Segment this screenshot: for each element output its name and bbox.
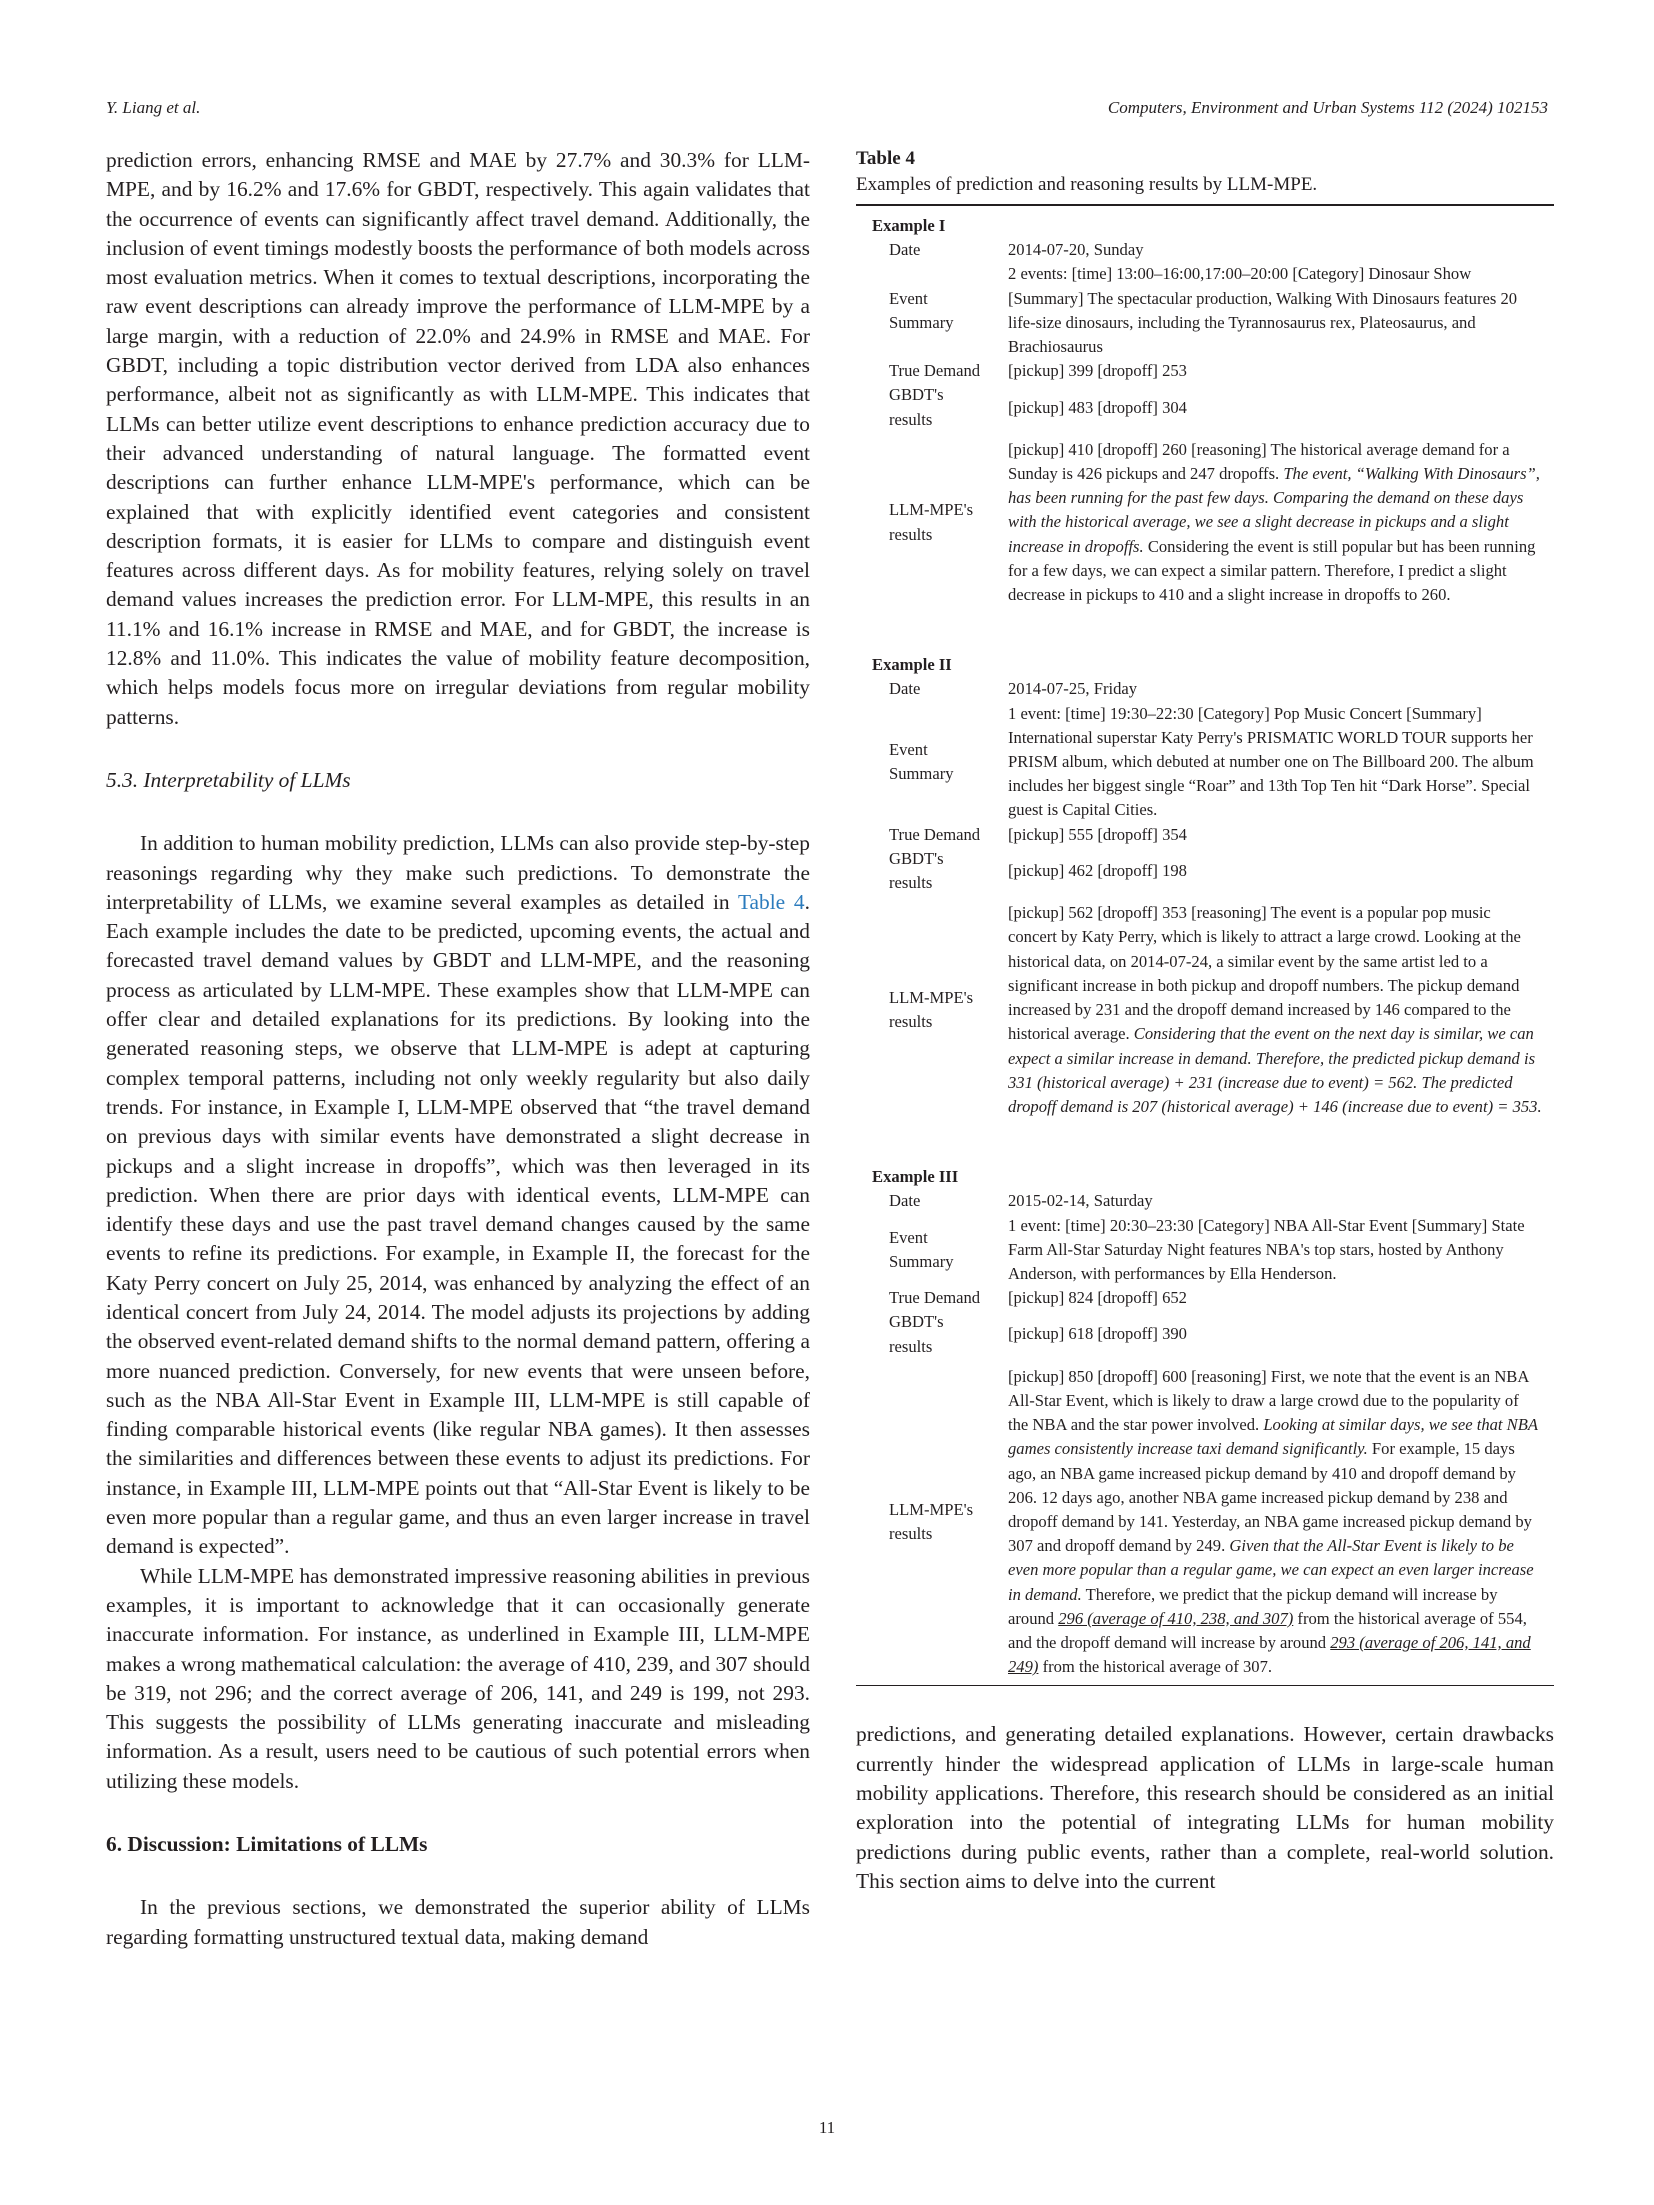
event-summary: 2 events: [time] 13:00–16:00,17:00–20:00 [Category] Dinosaur Show [Summary] The spectacular production, Walking With Dinosaurs features 20 life-size dinosaurs, including the Tyrannosaurus rex, Plateosaurus, and Brachiosaurus <box>1008 264 1518 357</box>
table-top-rule <box>856 204 1554 206</box>
llm-mpe-results: [pickup] 850 [dropoff] 600 [reasoning] First, we note that the event is an NBA All-Star Event, which is likely to draw a large crowd due to the popularity of the NBA and the star power involved. Looking at similar days, we see that NBA games consistently increase taxi demand significantly. For example, 15 days ago, an NBA game increased pickup demand by 410 and dropoff demand by 206. 12 days ago, another NBA game increased pickup demand by 238 and dropoff demand by 141. Yesterday, an NBA game increased pickup demand by 307 and dropoff demand by 249. Given that the All-Star Event is likely to be even more popular than a regular game, we can expect an even larger increase in demand. Therefore, we predict that the pickup demand will increase by around 296 (average of 410, 238, and 307) from the historical average of 554, and the dropoff demand will increase by around 293 (average of 206, 141, and 249) from the historical average of 307. <box>1008 1366 1538 1677</box>
table-title: Table 4 <box>856 148 915 169</box>
right-column <box>856 146 1554 1896</box>
example-3: Example III Date 2015-02-14, Saturday Event Summary 1 event: [time] 20:30–23:30 [Category] NBA All-Star Event [Summary] State Farm All-Star Saturday Night features NBA's top stars, hosted by Anthony Anderson, with performances by Ella Henderson. True Demand [pickup] 824 [dropoff] 652 GBDT's results [pickup] 618 [dropoff] 390 LLM-MPE's results [pickup] 850 [dropoff] 600 [reasoning] First, we note that the event is an NBA All-Star Event, which is likely to draw a large crowd due to the popularity of the NBA and the star power involved. Looking at similar days, we see that NBA games consistently increase taxi demand significantly. For example, 15 days ago, an NBA game increased pickup demand by 410 and dropoff demand by 206. 12 days ago, another NBA game increased pickup demand by 238 and dropoff demand by 141. Yesterday, an NBA game increased pickup demand by 307 and dropoff demand by 249. Given that the All-Star Event is likely to be even more popular than a regular game, we can expect an even larger increase in demand. Therefore, we predict that the pickup demand will increase by around 296 (average of 410, 238, and 307) from the historical average of 554, and the dropoff demand will increase by around 293 (average of 206, 141, and 249) from the historical average of 307. <box>856 1165 1554 1679</box>
running-header-author: Y. Liang et al. <box>106 98 201 117</box>
running-header-journal: Computers, Environment and Urban Systems 112 (2024) 102153 <box>1107 98 1548 117</box>
example-heading: Example II <box>872 655 952 675</box>
left-column <box>106 146 810 1952</box>
paragraph: predictions, and generating detailed explanations. However, certain drawbacks currently hinder the widespread application of LLMs in large-scale human mobility applications. Therefore, this research should be considered as an initial exploration into the potential of integrating LLMs for human mobility predictions during public events, rather than a complete, real-world solution. This section aims to delve into the current <box>856 1722 1554 1893</box>
underlined-error: 296 (average of 410, 238, and 307) <box>1058 1608 1294 1628</box>
gbdt-results: [pickup] 483 [dropoff] 304 <box>1008 397 1187 417</box>
paragraph: While LLM-MPE has demonstrated impressive reasoning abilities in previous examples, it is important to acknowledge that it can occasionally generate inaccurate information. For instance, as underlined in Example III, LLM-MPE makes a wrong mathematical calculation: the average of 410, 239, and 307 should be 319, not 296; and the correct average of 206, 141, and 249 is 199, not 293. This suggests the possibility of LLMs generating inaccurate and misleading information. As a result, users need to be cautious of such potential errors when utilizing these models. <box>106 1563 810 1793</box>
right-column-body <box>856 1720 1554 1896</box>
section-heading-5-3: 5.3. Interpretability of LLMs <box>106 767 351 792</box>
example-heading: Example III <box>872 1167 959 1187</box>
paragraph: In the previous sections, we demonstrated the superior ability of LLMs regarding formatting unstructured textual data, making demand <box>106 1895 810 1949</box>
section-heading-6: 6. Discussion: Limitations of LLMs <box>106 1832 428 1857</box>
llm-mpe-results: [pickup] 410 [dropoff] 260 [reasoning] The historical average demand for a Sunday is 426 pickups and 247 dropoffs. The event, “Walking With Dinosaurs”, has been running for the past few days. Comparing the demand on these days with the historical average, we see a slight decrease in pickups and a slight increase in dropoffs. Considering the event is still popular but has been running for a few days, we can expect a similar pattern. Therefore, I predict a slight decrease in pickups to 410 and a slight increase in dropoffs to 260. <box>1008 439 1540 605</box>
llm-mpe-results: [pickup] 562 [dropoff] 353 [reasoning] The event is a popular pop music concert by Katy Perry, which is likely to attract a large crowd. Looking at the historical data, on 2014-07-24, a similar event by the same artist led to a significant increase in both pickup and dropoff numbers. The pickup demand increased by 231 and the dropoff demand increased by 146 compared to the historical average. Considering that the event on the next day is similar, we can expect a similar increase in demand. Therefore, the predicted pickup demand is 331 (historical average) + 231 (increase due to event) = 562. The predicted dropoff demand is 207 (historical average) + 146 (increase due to event) = 353. <box>1008 903 1542 1116</box>
example-date: 2014-07-20, Sunday <box>1008 240 1144 260</box>
event-summary: 1 event: [time] 19:30–22:30 [Category] Pop Music Concert [Summary] International superstar Katy Perry's PRISMATIC WORLD TOUR supports her PRISM album, which debuted at number one on The Billboard 200. The album includes her biggest single “Roar” and 13th Top Ten hit “Dark Horse”. Special guest is Capital Cities. <box>1008 703 1534 820</box>
page-number: 11 <box>818 2118 836 2137</box>
example-2: Example II Date 2014-07-25, Friday Event Summary 1 event: [time] 19:30–22:30 [Category] Pop Music Concert [Summary] International superstar Katy Perry's PRISMATIC WORLD TOUR supports her PRISM album, which debuted at number one on The Billboard 200. The album includes her biggest single “Roar” and 13th Top Ten hit “Dark Horse”. Special guest is Capital Cities. True Demand [pickup] 555 [dropoff] 354 GBDT's results [pickup] 462 [dropoff] 198 LLM-MPE's results [pickup] 562 [dropoff] 353 [reasoning] The event is a popular pop music concert by Katy Perry, which is likely to attract a large crowd. Looking at the historical data, on 2014-07-24, a similar event by the same artist led to a significant increase in both pickup and dropoff numbers. The pickup demand increased by 231 and the dropoff demand increased by 146 compared to the historical average. Considering that the event on the next day is similar, we can expect a similar increase in demand. Therefore, the predicted pickup demand is 331 (historical average) + 231 (increase due to event) = 562. The predicted dropoff demand is 207 (historical average) + 146 (increase due to event) = 353. <box>856 653 1554 1119</box>
gbdt-results: [pickup] 462 [dropoff] 198 <box>1008 860 1187 880</box>
table-caption: Examples of prediction and reasoning results by LLM-MPE. <box>856 174 1318 195</box>
example-heading: Example I <box>872 216 946 235</box>
paragraph: prediction errors, enhancing RMSE and MAE by 27.7% and 30.3% for LLM-MPE, and by 16.2% and 17.6% for GBDT, respectively. This again validates that the occurrence of events can significantly affect travel demand. Additionally, the inclusion of event timings modestly boosts the performance of both models across most evaluation metrics. When it comes to textual descriptions, incorporating the raw event descriptions can already improve the performance of LLM-MPE by a large margin, with a reduction of 22.0% and 24.9% in RMSE and MAE. For GBDT, including a topic distribution vector derived from LDA also enhances performance, albeit not as significantly as with LLM-MPE. This indicates that LLMs can better utilize event descriptions to enhance prediction accuracy due to their advanced understanding of natural language. The formatted event descriptions can further enhance LLM-MPE's performance, which can be explained that with explicitly identified event categories and consistent description formats, it is easier for LLMs to compare and distinguish event features across different days. As for mobility features, relying solely on travel demand values increases the prediction error. For LLM-MPE, this results in an 11.1% and 16.1% increase in RMSE and MAE, and for GBDT, the increase is 12.8% and 11.0%. This indicates the value of mobility feature decomposition, which helps models focus more on irregular deviations from regular mobility patterns. <box>106 148 810 729</box>
gbdt-results: [pickup] 618 [dropoff] 390 <box>1008 1324 1187 1344</box>
paragraph: In addition to human mobility prediction, LLMs can also provide step-by-step reasonings regarding why they make such predictions. To demonstrate the interpretability of LLMs, we examine several examples as detailed in Table 4. Each example includes the date to be predicted, upcoming events, the actual and forecasted travel demand values by GBDT and LLM-MPE, and the reasoning process as articulated by LLM-MPE. These examples show that LLM-MPE can offer clear and detailed explanations for its predictions. By looking into the generated reasoning steps, we observe that LLM-MPE is adept at capturing complex temporal patterns, including not only weekly regularity but also daily trends. For instance, in Example I, LLM-MPE observed that “the travel demand on previous days with similar events have demonstrated a slight decrease in pickups and a slight increase in dropoffs”, which was then leveraged in its prediction. When there are prior days with identical events, LLM-MPE can identify these days and use the past travel demand changes caused by the same events to refine its predictions. For example, in Example II, the forecast for the Katy Perry concert on July 25, 2014, was enhanced by analyzing the effect of an identical concert from July 24, 2014. The model adjusts its projections by adding the observed event-related demand shifts to the normal demand pattern, offering a more nuanced prediction. Conversely, for new events that were unseen before, such as the NBA All-Star Event in Example III, LLM-MPE is still capable of finding comparable historical events (like regular NBA games). It then assesses the similarities and differences between these events to adjust its predictions. For instance, in Example III, LLM-MPE points out that “All-Star Event is likely to be even more popular than a regular game, and thus an even larger increase in travel demand is expected”. <box>106 831 810 1559</box>
table-bottom-rule <box>856 1685 1554 1686</box>
example-1: Example I Date 2014-07-20, Sunday Event Summary 2 events: [time] 13:00–16:00,17:00–20:00 [Category] Dinosaur Show [Summary] The spectacular production, Walking With Dinosaurs features 20 life-size dinosaurs, including the Tyrannosaurus rex, Plateosaurus, and Brachiosaurus True Demand [pickup] 399 [dropoff] 253 GBDT's results [pickup] 483 [dropoff] 304 LLM-MPE's results [pickup] 410 [dropoff] 260 [reasoning] The historical average demand for a Sunday is 426 pickups and 247 dropoffs. The event, “Walking With Dinosaurs”, has been running for the past few days. Comparing the demand on these days with the historical average, we see a slight decrease in pickups and a slight increase in dropoffs. Considering the event is still popular but has been running for a few days, we can expect a similar pattern. Therefore, I predict a slight decrease in pickups to 410 and a slight increase in dropoffs to 260. <box>856 214 1554 607</box>
true-demand: [pickup] 824 [dropoff] 652 <box>1008 1288 1187 1308</box>
true-demand: [pickup] 399 [dropoff] 253 <box>1008 361 1187 381</box>
true-demand: [pickup] 555 [dropoff] 354 <box>1008 824 1187 844</box>
table-4-link[interactable]: Table 4 <box>737 889 805 914</box>
underlined-error: 293 (average of 206, 141, and 249) <box>1008 1632 1531 1677</box>
example-date: 2014-07-25, Friday <box>1008 679 1138 699</box>
event-summary: 1 event: [time] 20:30–23:30 [Category] NBA All-Star Event [Summary] State Farm All-Star Saturday Night features NBA's top stars, hosted by Anthony Anderson, with performances by Ella Henderson. <box>1008 1215 1525 1283</box>
example-date: 2015-02-14, Saturday <box>1008 1191 1153 1211</box>
